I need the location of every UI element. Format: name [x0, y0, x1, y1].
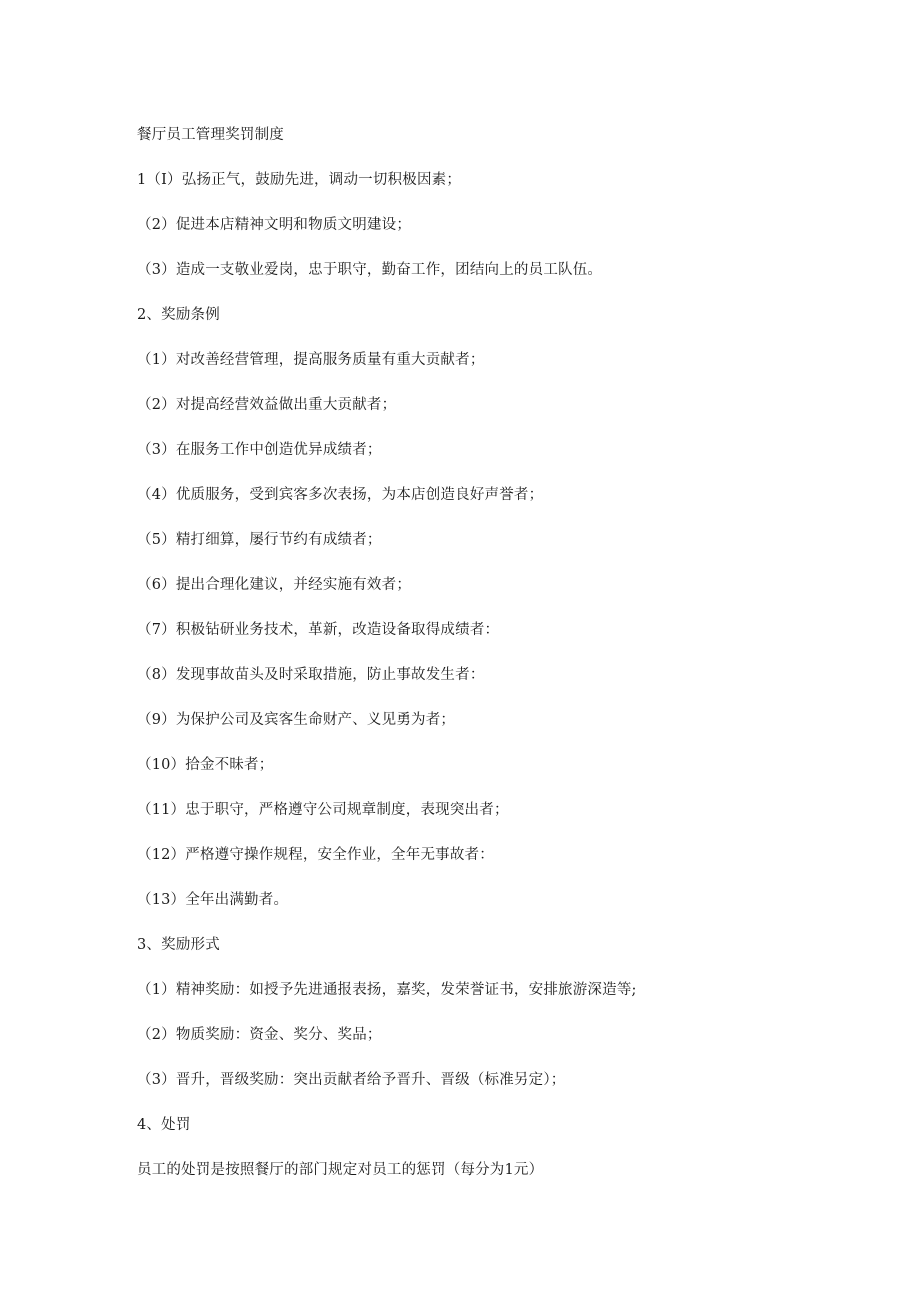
paragraph: （9）为保护公司及宾客生命财产、义见勇为者； — [137, 712, 456, 728]
paragraph: 1（I）弘扬正气，鼓励先进，调动一切积极因素； — [137, 172, 462, 188]
paragraph: （3）晋升，晋级奖励：突出贡献者给予晋升、晋级（标准另定）； — [137, 1072, 566, 1088]
paragraph: （3）造成一支敬业爱岗，忠于职守，勤奋工作，团结向上的员工队伍。 — [137, 262, 603, 278]
paragraph: （11）忠于职守，严格遵守公司规章制度，表现突出者； — [137, 802, 509, 818]
paragraph: （1）对改善经营管理，提高服务质量有重大贡献者； — [137, 352, 485, 368]
section-heading: 2、奖励条例 — [137, 307, 220, 323]
paragraph: （3）在服务工作中创造优异成绩者； — [137, 442, 382, 458]
paragraph: （2）物质奖励：资金、奖分、奖品； — [137, 1027, 382, 1043]
paragraph: （2）对提高经营效益做出重大贡献者； — [137, 397, 397, 413]
paragraph: （1）精神奖励：如授予先进通报表扬，嘉奖，发荣誉证书，安排旅游深造等; — [137, 982, 637, 998]
document-title: 餐厅员工管理奖罚制度 — [137, 127, 284, 143]
paragraph: 员工的处罚是按照餐厅的部门规定对员工的惩罚（每分为1元） — [137, 1162, 544, 1178]
section-heading: 3、奖励形式 — [137, 937, 220, 953]
section-heading: 4、处罚 — [137, 1117, 191, 1133]
paragraph: （12）严格遵守操作规程，安全作业，全年无事故者： — [137, 847, 494, 863]
paragraph: （10）拾金不昧者； — [137, 757, 274, 773]
paragraph: （2）促进本店精神文明和物质文明建设； — [137, 217, 412, 233]
paragraph: （4）优质服务，受到宾客多次表扬，为本店创造良好声誉者； — [137, 487, 544, 503]
paragraph: （7）积极钻研业务技术，革新，改造设备取得成绩者： — [137, 622, 500, 638]
paragraph: （5）精打细算，屡行节约有成绩者； — [137, 532, 382, 548]
paragraph: （13）全年出满勤者。 — [137, 892, 289, 908]
paragraph: （6）提出合理化建议，并经实施有效者； — [137, 577, 412, 593]
paragraph: （8）发现事故苗头及时采取措施，防止事故发生者： — [137, 667, 485, 683]
